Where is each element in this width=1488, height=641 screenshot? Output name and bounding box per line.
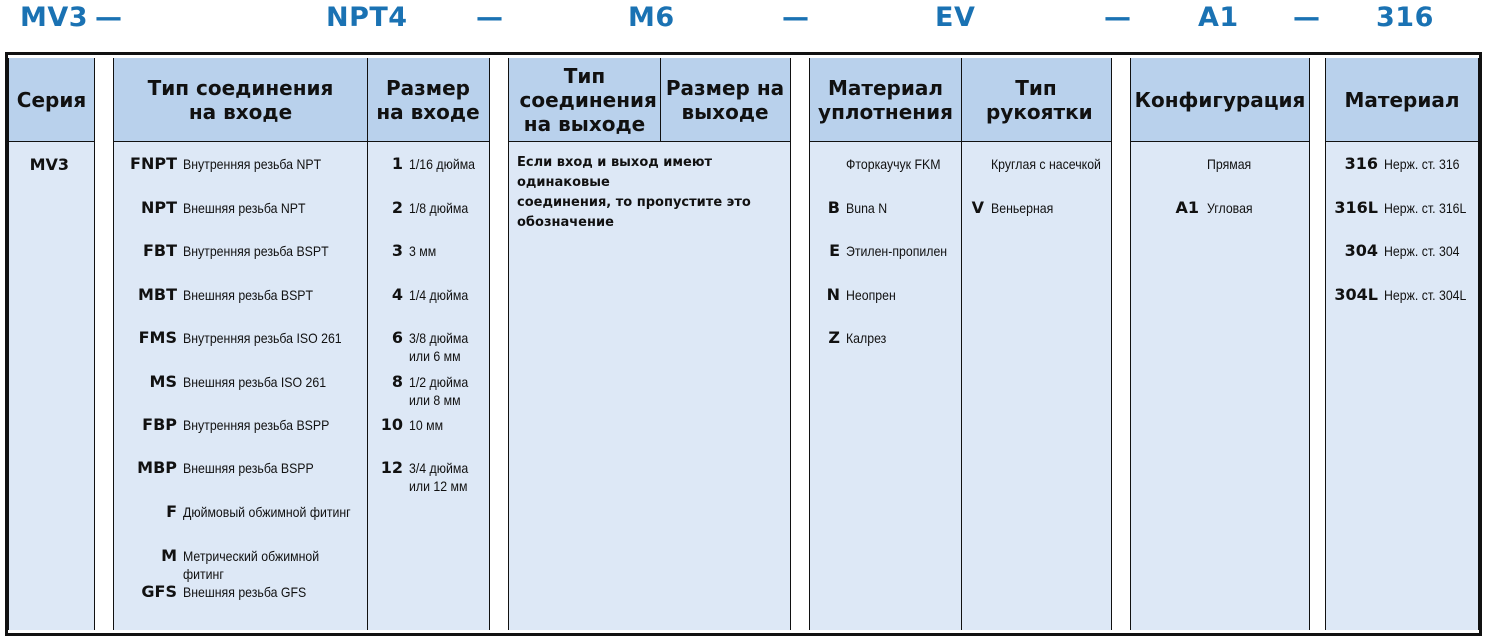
inlet-type-code: MBP bbox=[137, 458, 177, 477]
code-outlet: M6 bbox=[628, 2, 675, 33]
handle-text: Круглая с насечкой bbox=[991, 156, 1101, 172]
inlet-type-text: Внешняя резьба GFS bbox=[183, 584, 307, 600]
outlet-note-line: соединения, то пропустите это bbox=[517, 195, 751, 210]
inlet-type-text-line2: фитинг bbox=[183, 566, 224, 582]
seal-code: N bbox=[826, 285, 840, 304]
series-column bbox=[8, 58, 95, 630]
inlet-type-header: Тип соединения на входе bbox=[114, 58, 367, 142]
material-code: 316L bbox=[1334, 198, 1378, 217]
inlet-type-code: FNPT bbox=[130, 154, 177, 173]
outlet-column bbox=[508, 58, 791, 630]
inlet-type-text: Внешняя резьба NPT bbox=[183, 200, 306, 216]
code-dash: — bbox=[1104, 2, 1131, 33]
inlet-size-code: 4 bbox=[391, 285, 403, 304]
inlet-size-text: 3/8 дюйма bbox=[409, 330, 469, 346]
inlet-size-text: 3/4 дюйма bbox=[409, 460, 469, 476]
material-code: 304L bbox=[1334, 285, 1378, 304]
inlet-size-code: 6 bbox=[391, 328, 403, 347]
code-dash: — bbox=[476, 2, 503, 33]
seal-code: B bbox=[827, 198, 840, 217]
config-code: A1 bbox=[1175, 198, 1199, 217]
material-text: Нерж. ст. 304 bbox=[1384, 243, 1460, 259]
material-header: Материал bbox=[1326, 58, 1478, 142]
inlet-type-text: Дюймовый обжимной фитинг bbox=[183, 504, 351, 520]
handle-header: Тип рукоятки bbox=[961, 58, 1111, 142]
config-column bbox=[1130, 58, 1310, 630]
inlet-size-text: 10 мм bbox=[409, 417, 444, 433]
inlet-type-text: Внутренняя резьба BSPT bbox=[183, 243, 329, 259]
inlet-type-text: Внешняя резьба BSPP bbox=[183, 460, 314, 476]
seal-code: E bbox=[829, 241, 840, 260]
code-seal: EV bbox=[935, 2, 976, 33]
code-material: 316 bbox=[1376, 2, 1434, 33]
outlet-note-line: Если вход и выход имеют одинаковые bbox=[517, 155, 712, 190]
inlet-size-code: 2 bbox=[391, 198, 403, 217]
inlet-size-text: 1/8 дюйма bbox=[409, 200, 469, 216]
material-text: Нерж. ст. 316 bbox=[1384, 156, 1460, 172]
ordering-table bbox=[5, 52, 1482, 636]
inlet-size-code: 10 bbox=[380, 415, 403, 434]
series-header: Серия bbox=[9, 58, 94, 142]
inlet-type-code: MBT bbox=[137, 285, 177, 304]
seal-header: Материал уплотнения bbox=[810, 58, 961, 142]
inlet-type-code: GFS bbox=[141, 582, 177, 601]
inlet-type-code: MS bbox=[149, 372, 177, 391]
inlet-size-text-line2: или 8 мм bbox=[409, 392, 461, 408]
material-code: 316 bbox=[1344, 154, 1378, 173]
inlet-size-code: 8 bbox=[391, 372, 403, 391]
series-value: MV3 bbox=[29, 155, 69, 174]
outlet-note bbox=[517, 153, 790, 233]
outlet-type-header: Тип соединения на выходе bbox=[509, 58, 660, 142]
ordering-code bbox=[0, 0, 1488, 42]
seal-code: Z bbox=[828, 328, 840, 347]
config-text: Прямая bbox=[1207, 156, 1252, 172]
inlet-type-text: Внешняя резьба BSPT bbox=[183, 287, 314, 303]
inlet-type-text: Внутренняя резьба NPT bbox=[183, 156, 322, 172]
config-text: Угловая bbox=[1207, 200, 1253, 216]
config-header: Конфигурация bbox=[1131, 58, 1309, 142]
inlet-type-code: FBP bbox=[142, 415, 177, 434]
inlet-size-text: 1/16 дюйма bbox=[409, 156, 476, 172]
material-column bbox=[1325, 58, 1479, 630]
inlet-size-code: 1 bbox=[391, 154, 403, 173]
code-dash: — bbox=[1293, 2, 1320, 33]
inlet-type-code: FBT bbox=[142, 241, 177, 260]
seal-text: Калрез bbox=[846, 330, 887, 346]
material-code: 304 bbox=[1344, 241, 1378, 260]
inlet-type-code: F bbox=[166, 502, 177, 521]
inlet-type-text: Внутренняя резьба BSPP bbox=[183, 417, 330, 433]
column-divider bbox=[961, 58, 962, 630]
code-inlet: NPT4 bbox=[326, 2, 408, 33]
seal-text: Неопрен bbox=[846, 287, 896, 303]
inlet-type-text: Внешняя резьба ISO 261 bbox=[183, 374, 327, 390]
inlet-size-text: 1/2 дюйма bbox=[409, 374, 469, 390]
inlet-size-text-line2: или 6 мм bbox=[409, 348, 461, 364]
inlet-type-code: M bbox=[161, 546, 177, 565]
code-dash: — bbox=[782, 2, 809, 33]
inlet-type-text: Внутренняя резьба ISO 261 bbox=[183, 330, 342, 346]
code-dash: — bbox=[95, 2, 122, 33]
outlet-note-line: обозначение bbox=[517, 215, 614, 230]
seal-text: Buna N bbox=[846, 200, 888, 216]
inlet-size-text: 3 мм bbox=[409, 243, 437, 259]
inlet-size-header: Размер на входе bbox=[367, 58, 489, 142]
seal-handle-column bbox=[809, 58, 1112, 630]
inlet-size-text-line2: или 12 мм bbox=[409, 478, 468, 494]
inlet-type-text: Метрический обжимной bbox=[183, 548, 320, 564]
inlet-type-code: FMS bbox=[138, 328, 177, 347]
inlet-size-text: 1/4 дюйма bbox=[409, 287, 469, 303]
code-config: A1 bbox=[1198, 2, 1239, 33]
inlet-type-code: NPT bbox=[140, 198, 177, 217]
inlet-size-code: 3 bbox=[391, 241, 403, 260]
seal-text: Этилен-пропилен bbox=[846, 243, 948, 259]
code-series: MV3 bbox=[20, 2, 89, 33]
handle-text: Веньерная bbox=[991, 200, 1054, 216]
material-text: Нерж. ст. 304L bbox=[1384, 287, 1467, 303]
outlet-size-header: Размер на выходе bbox=[660, 58, 790, 142]
material-text: Нерж. ст. 316L bbox=[1384, 200, 1467, 216]
inlet-column bbox=[113, 58, 490, 630]
handle-code: V bbox=[971, 198, 984, 217]
seal-text: Фторкаучук FKM bbox=[846, 156, 941, 172]
inlet-size-code: 12 bbox=[380, 458, 403, 477]
column-divider bbox=[660, 58, 661, 142]
